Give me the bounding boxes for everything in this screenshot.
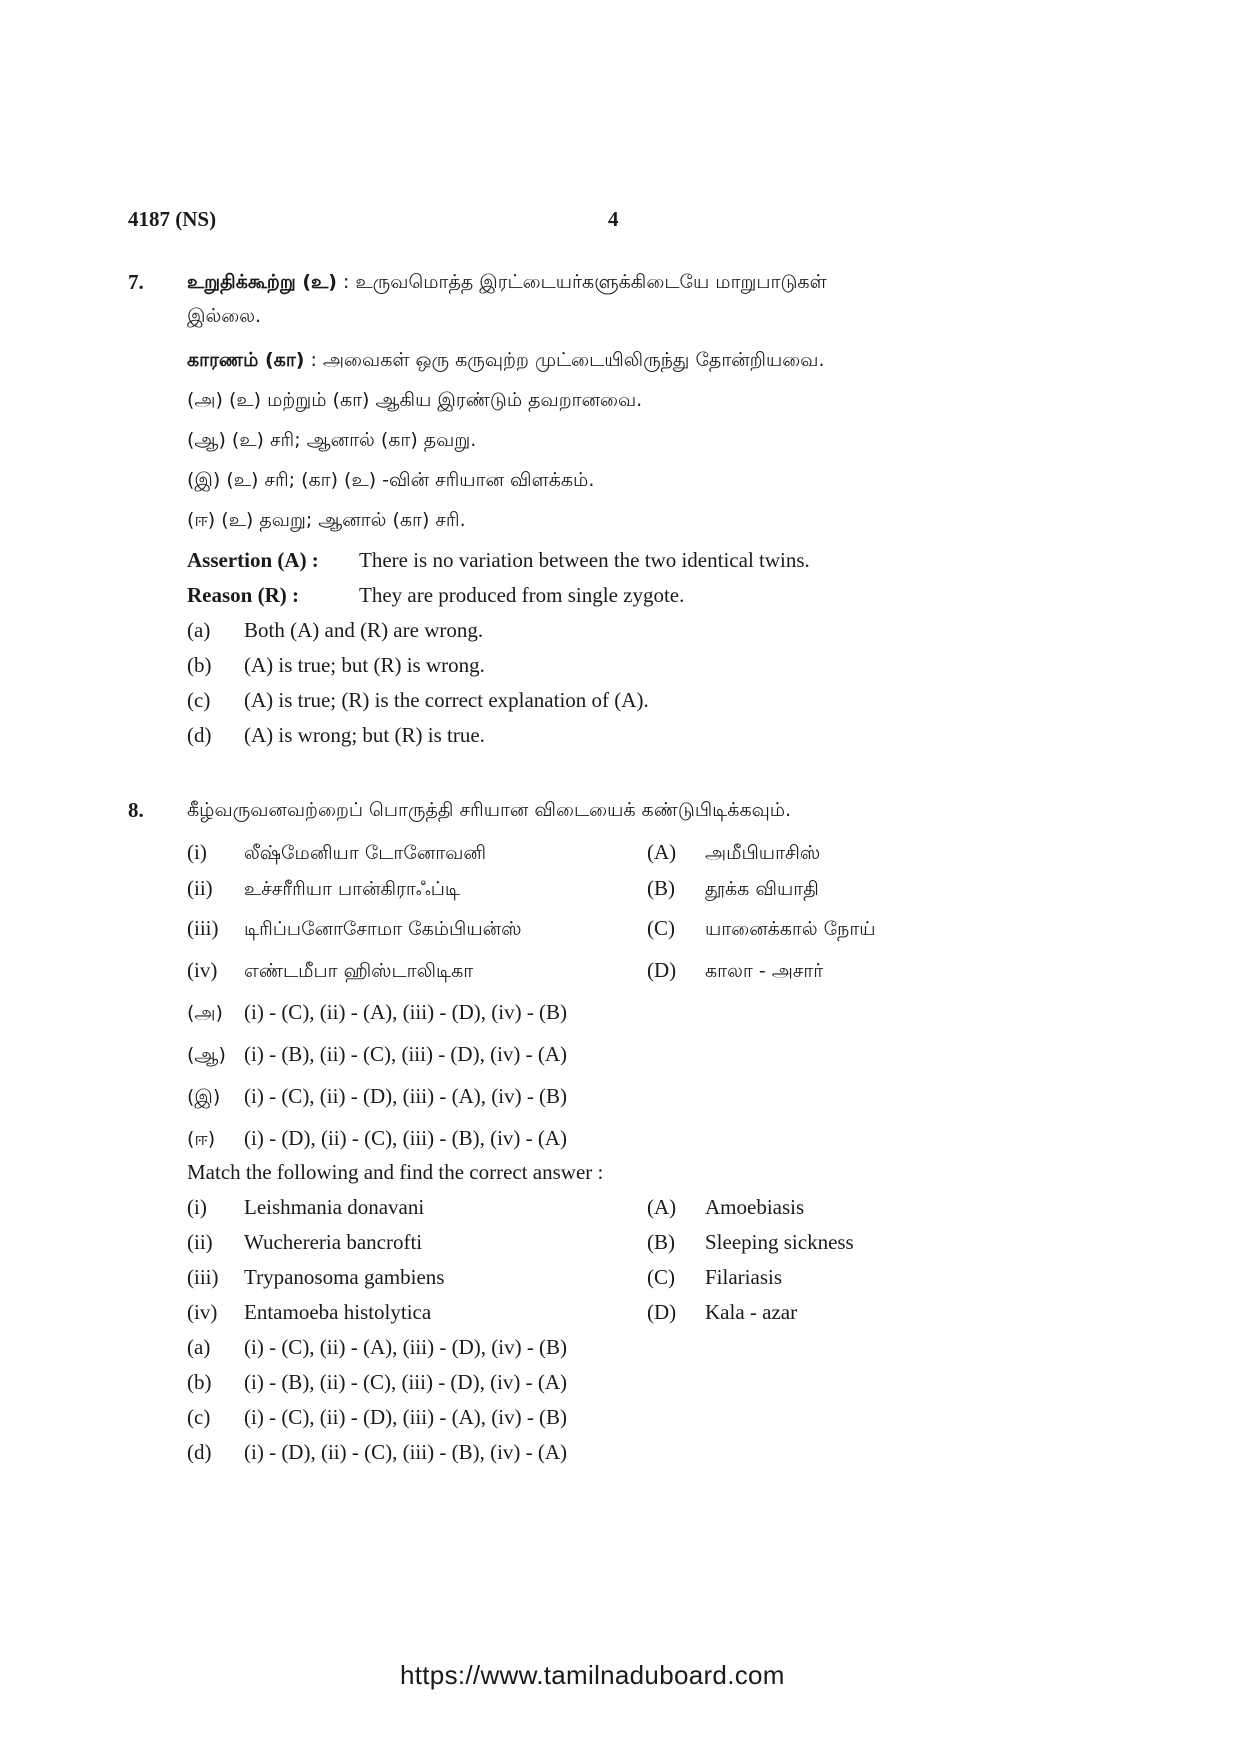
q7-reason-label: Reason (R) :	[187, 583, 299, 607]
q7-option-text: (A) is true; but (R) is wrong.	[244, 653, 485, 677]
q8-option-text: (i) - (C), (ii) - (D), (iii) - (A), (iv) - (B)	[244, 1405, 568, 1429]
q7-reason-tamil	[187, 349, 825, 374]
q8-tamil-pair-letter: (A)	[647, 840, 677, 864]
q8-pair-left: Trypanosoma gambiens	[244, 1265, 445, 1289]
q7-option-text: (A) is wrong; but (R) is true.	[244, 723, 485, 747]
page-number: 4	[608, 207, 619, 231]
q8-tamil-pair-left: உச்சரீரியா பான்கிராஃப்டி	[244, 878, 460, 900]
q8-tamil-pair-letter: (D)	[647, 958, 677, 982]
q8-tamil-option-text: (i) - (D), (ii) - (C), (iii) - (B), (iv) - (A)	[244, 1126, 568, 1150]
q8-tamil-pair-letter: (B)	[647, 876, 675, 900]
q8-tamil-option-text: (i) - (B), (ii) - (C), (iii) - (D), (iv) - (A)	[244, 1042, 568, 1066]
q8-pair-left: Wuchereria bancrofti	[244, 1230, 423, 1254]
q8-tamil-pair-right: அமீபியாசிஸ்	[705, 842, 821, 864]
q7-number: 7.	[128, 270, 144, 294]
q7-assertion-tamil-label: உறுதிக்கூற்று (உ)	[187, 271, 337, 293]
q8-tamil-pair-num: (iv)	[187, 958, 218, 982]
q8-tamil-option-label: (ஈ)	[187, 1128, 216, 1150]
q7-option-label: (d)	[187, 723, 212, 747]
q7-tamil-option-text: (உ) மற்றும் (கா) ஆகிய இரண்டும் தவறானவை.	[229, 389, 643, 411]
q7-assertion-tamil	[187, 271, 827, 296]
q7-assertion-tamil-text: : உருவமொத்த இரட்டையர்களுக்கிடையே மாறுபாடுகள்	[342, 271, 827, 293]
q8-tamil-pair-left: டிரிப்பனோசோமா கேம்பியன்ஸ்	[244, 918, 522, 940]
q7-tamil-option	[187, 429, 476, 454]
q8-tamil-pair-left: லீஷ்மேனியா டோனோவனி	[244, 842, 487, 864]
q8-tamil-option-text: (i) - (C), (ii) - (D), (iii) - (A), (iv) - (B)	[244, 1084, 568, 1108]
q7-option-label: (b)	[187, 653, 212, 677]
q8-option-label: (c)	[187, 1405, 211, 1429]
q8-tamil-option-label: (அ)	[187, 1002, 223, 1024]
q7-option-label: (a)	[187, 618, 211, 642]
q7-assertion-label: Assertion (A) :	[187, 548, 319, 572]
q7-option-label: (c)	[187, 688, 211, 712]
q8-tamil-pair-num: (iii)	[187, 916, 219, 940]
q8-pair-letter: (A)	[647, 1195, 677, 1219]
q8-option-text: (i) - (D), (ii) - (C), (iii) - (B), (iv) - (A)	[244, 1440, 568, 1464]
q7-tamil-option-label: (ஆ)	[187, 429, 226, 451]
q8-option-label: (b)	[187, 1370, 212, 1394]
q8-tamil-pair-right: தூக்க வியாதி	[705, 878, 819, 900]
q7-reason-tamil-label: காரணம் (கா)	[187, 349, 305, 371]
q8-tamil-option-text: (i) - (C), (ii) - (A), (iii) - (D), (iv) - (B)	[244, 1000, 568, 1024]
q8-number: 8.	[128, 798, 144, 822]
q7-tamil-option	[187, 469, 594, 494]
q8-pair-right: Filariasis	[705, 1265, 782, 1289]
q8-instruction: Match the following and find the correct answer :	[187, 1160, 604, 1184]
q8-pair-left: Leishmania donavani	[244, 1195, 425, 1219]
q7-tamil-option-label: (அ)	[187, 389, 223, 411]
q8-tamil-pair-num: (i)	[187, 840, 207, 864]
q8-tamil-pair-left: எண்டமீபா ஹிஸ்டாலிடிகா	[244, 960, 474, 982]
q8-tamil-pair-num: (ii)	[187, 876, 213, 900]
q8-tamil-pair-letter: (C)	[647, 916, 675, 940]
q8-pair-letter: (B)	[647, 1230, 675, 1254]
q8-pair-right: Sleeping sickness	[705, 1230, 854, 1254]
q8-pair-num: (ii)	[187, 1230, 213, 1254]
q7-tamil-option	[187, 509, 466, 534]
q7-option-text: (A) is true; (R) is the correct explanation of (A).	[244, 688, 649, 712]
footer-url[interactable]: https://www.tamilnaduboard.com	[400, 1660, 785, 1690]
q8-tamil-pair-right: யானைக்கால் நோய்	[705, 918, 876, 940]
q8-pair-right: Amoebiasis	[705, 1195, 805, 1219]
q8-option-text: (i) - (C), (ii) - (A), (iii) - (D), (iv) - (B)	[244, 1335, 568, 1359]
q8-tamil-option-label: (இ)	[187, 1086, 221, 1108]
q8-pair-letter: (C)	[647, 1265, 675, 1289]
q8-pair-num: (iii)	[187, 1265, 219, 1289]
q8-pair-num: (i)	[187, 1195, 207, 1219]
q8-pair-num: (iv)	[187, 1300, 218, 1324]
q7-tamil-option-text: (உ) சரி; ஆனால் (கா) தவறு.	[231, 429, 477, 451]
q8-pair-left: Entamoeba histolytica	[244, 1300, 432, 1324]
q8-option-label: (a)	[187, 1335, 211, 1359]
q7-tamil-option-label: (ஈ)	[187, 509, 216, 531]
q7-tamil-option-label: (இ)	[187, 469, 221, 491]
q8-tamil-option-label: (ஆ)	[187, 1044, 226, 1066]
q7-tamil-option	[187, 389, 642, 414]
q8-pair-letter: (D)	[647, 1300, 677, 1324]
q7-option-text: Both (A) and (R) are wrong.	[244, 618, 484, 642]
q7-tamil-option-text: (உ) சரி; (கா) (உ) -வின் சரியான விளக்கம்.	[226, 469, 595, 491]
q7-assertion-text: There is no variation between the two identical twins.	[359, 548, 810, 572]
q7-reason-tamil-text: : அவைகள் ஒரு கருவுற்ற முட்டையிலிருந்து தோன்றியவை.	[310, 349, 825, 371]
q8-option-label: (d)	[187, 1440, 212, 1464]
q8-pair-right: Kala - azar	[705, 1300, 798, 1324]
q8-instruction-tamil: கீழ்வருவனவற்றைப் பொருத்தி சரியான விடையைக் கண்டுபிடிக்கவும்.	[187, 799, 792, 821]
q7-reason-text: They are produced from single zygote.	[359, 583, 685, 607]
q8-tamil-pair-right: காலா - அசார்	[705, 960, 824, 982]
q8-option-text: (i) - (B), (ii) - (C), (iii) - (D), (iv) - (A)	[244, 1370, 568, 1394]
paper-code: 4187 (NS)	[128, 207, 217, 231]
q7-assertion-tamil-cont: இல்லை.	[187, 305, 262, 327]
q7-tamil-option-text: (உ) தவறு; ஆனால் (கா) சரி.	[221, 509, 466, 531]
